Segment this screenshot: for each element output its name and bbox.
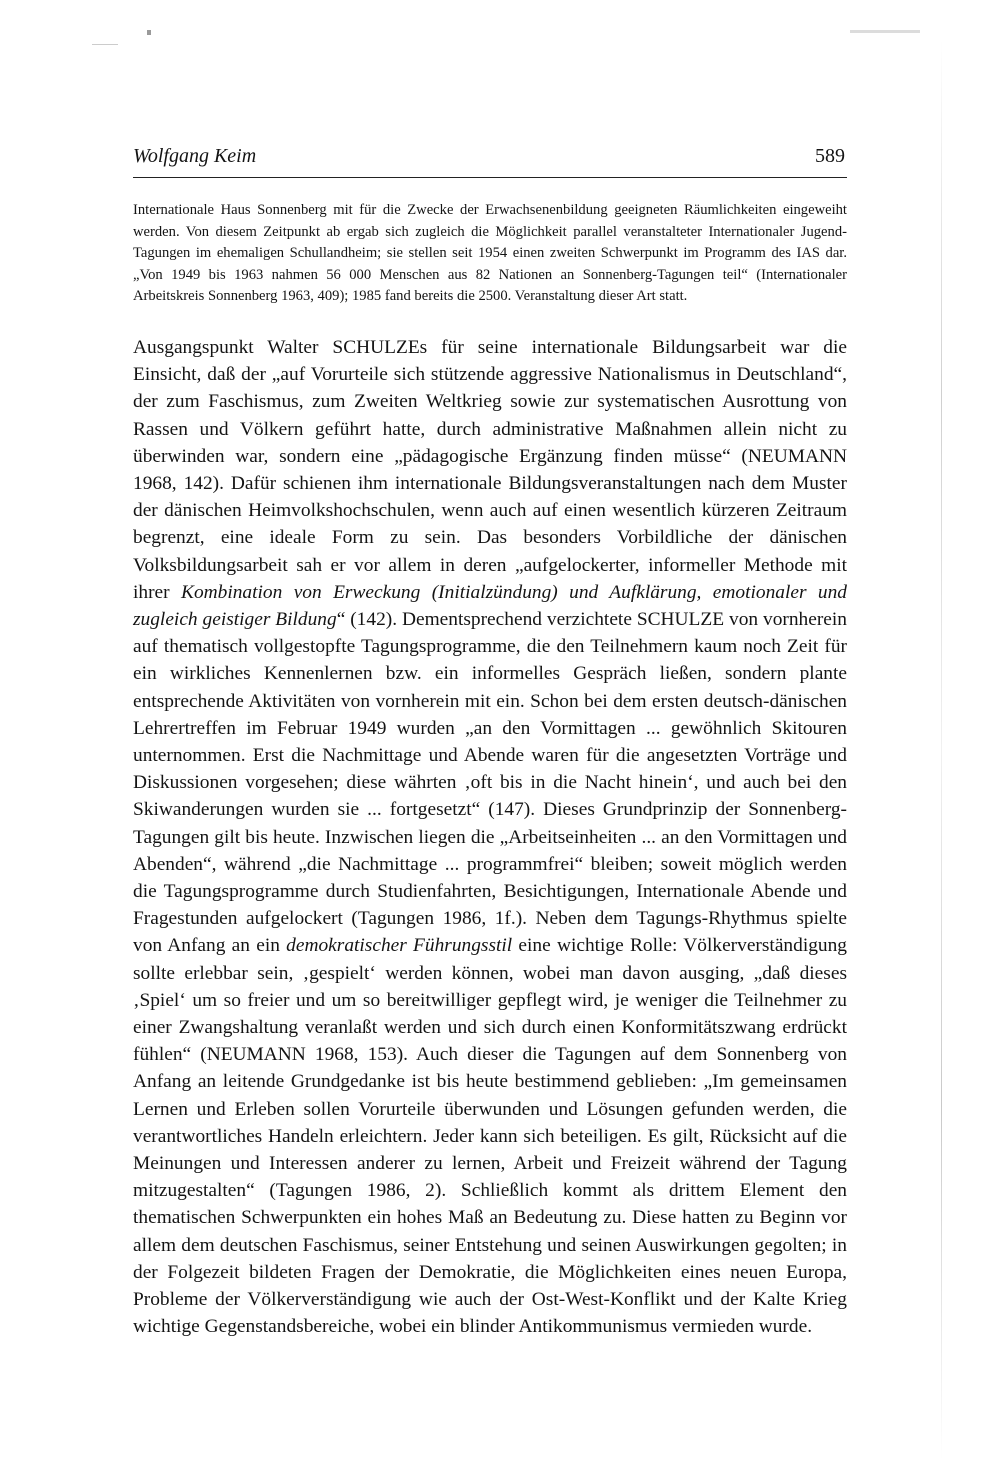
page-number: 589 bbox=[815, 145, 845, 167]
body-text-segment: eine wichtige Rolle: Völkerverständigung sollte erlebbar sein, ‚gespielt‘ werden können, wobei man davon ausging, „daß dieses ‚Spiel‘ um so freier und um so bereitwilliger gepflegt wird, je weniger die Teilnehmer zu einer Zwangshaltung veranlaßt werden und sich durch einen Konformitätszwang erdrückt fühlen“ (NEUMANN 1968, 153). Auch dieser die Tagungen auf dem Sonnenberg von Anfang an leitende Grundgedanke ist bis heute bestimmend geblieben: „Im gemeinsamen Lernen und Erleben sollen Vorurteile überwunden und Lösungen gefunden werden, die verantwortliches Handeln erleichtern. Jeder kann sich beteiligen. Es gilt, Rücksicht auf die Meinungen und Interessen anderer zu lernen, Arbeit und Freizeit während der Tagung mitzugestalten“ (Tagungen 1986, 2). Schließlich kommt als drittem Element den thematischen Schwerpunkten ein hohes Maß an Bedeutung zu. Diese hatten zu Beginn vor allem dem deutschen Faschismus, seiner Entstehung und seinen Auswirkungen gegolten; in der Folgezeit bildeten Fragen der Demokratie, die Möglichkeiten eines neuen Europa, Probleme der Völkerverständigung wie auch der Ost-West-Konflikt und der Kalte Krieg wichtige Gegenstandsbereiche, wobei ein blinder Antikommunismus vermieden wurde. bbox=[133, 935, 847, 1338]
page-body bbox=[133, 200, 847, 1340]
scan-artifact bbox=[92, 44, 118, 45]
running-header bbox=[133, 143, 847, 178]
scan-edge-shadow bbox=[941, 40, 942, 1460]
italic-term: demokratischer Führungsstil bbox=[286, 935, 513, 957]
body-text-segment: “ (142). Dementsprechend verzichtete SCHULZE von vornherein auf thematisch vollgestopfte Tagungsprogramme, die den Teilnehmern kaum noch Zeit für ein wirkliches Kennenlernen bzw. ein informelles Gespräch ließen, sondern plante entsprechende Aktivitäten von vornherein mit ein. Schon bei dem ersten deutsch-dänischen Lehrertreffen im Februar 1949 wurden „an den Vormittagen ... gewöhnlich Skitouren unternommen. Erst die Nachmittage und Abende waren für die angesetzten Vorträge und Diskussionen vorgesehen; diese währten ‚oft bis in die Nacht hinein‘, und auch bei den Skiwanderungen wurden sie ... fortgesetzt“ (147). Dieses Grundprinzip der Sonnenberg-Tagungen gilt bis heute. Inzwischen liegen die „Arbeitseinheiten ... an den Vormittagen und Abenden“, während „die Nachmittage ... programmfrei“ bleiben; soweit möglich werden die Tagungsprogramme durch Studienfahrten, Besichtigungen, Internationale Abende und Fragestunden aufgelockert (Tagungen 1986, 1f.). Neben dem Tagungs-Rhythmus spielte von Anfang an ein bbox=[133, 609, 847, 957]
indented-quote-paragraph: Internationale Haus Sonnenberg mit für die Zwecke der Erwachsenenbildung geeigneten Räumlichkeiten eingeweiht werden. Von diesem Zeitpunkt ab ergab sich zugleich die Möglichkeit parallel veranstalteter Internationaler Jugend-Tagungen im ehemaligen Schullandheim; sie stellen seit 1954 einen zweiten Schwerpunkt im Programm des IAS dar. „Von 1949 bis 1963 nahmen 56 000 Menschen aus 82 Nationen an Sonnenberg-Tagungen teil“ (Internationaler Arbeitskreis Sonnenberg 1963, 409); 1985 fand bereits die 2500. Veranstaltung dieser Art statt. bbox=[133, 202, 847, 305]
body-paragraph bbox=[133, 334, 847, 1341]
scan-artifact bbox=[850, 30, 920, 33]
italic-quotation: Kombination von Erweckung (Initialzündung) und Aufklärung, emotionaler und zugleich geistiger Bildung bbox=[133, 581, 847, 630]
body-text-segment: Ausgangspunkt Walter SCHULZEs für seine internationale Bildungsarbeit war die Einsicht, daß der „auf Vorurteile sich stützende aggressive Nationalismus in Deutschland“, der zum Faschismus, zum Zweiten Weltkrieg sowie zur systematischen Ausrottung von Rassen und Völkern geführt hatte, durch administrative Maßnahmen allein nicht zu überwinden war, sondern eine „pädagogische Ergänzung finden müsse“ (NEUMANN 1968, 142). Dafür schienen ihm internationale Bildungsveranstaltungen nach dem Muster der dänischen Heimvolkshochschulen, wenn auch auf einen wesentlich kürzeren Zeitraum begrenzt, eine ideale Form zu sein. Das besonders Vorbildliche der dänischen Volksbildungsarbeit sah er vor allem in deren „aufgelockerter, informeller Methode mit ihrer bbox=[133, 336, 847, 603]
running-header-author: Wolfgang Keim bbox=[133, 145, 257, 167]
scan-artifact bbox=[147, 30, 151, 35]
